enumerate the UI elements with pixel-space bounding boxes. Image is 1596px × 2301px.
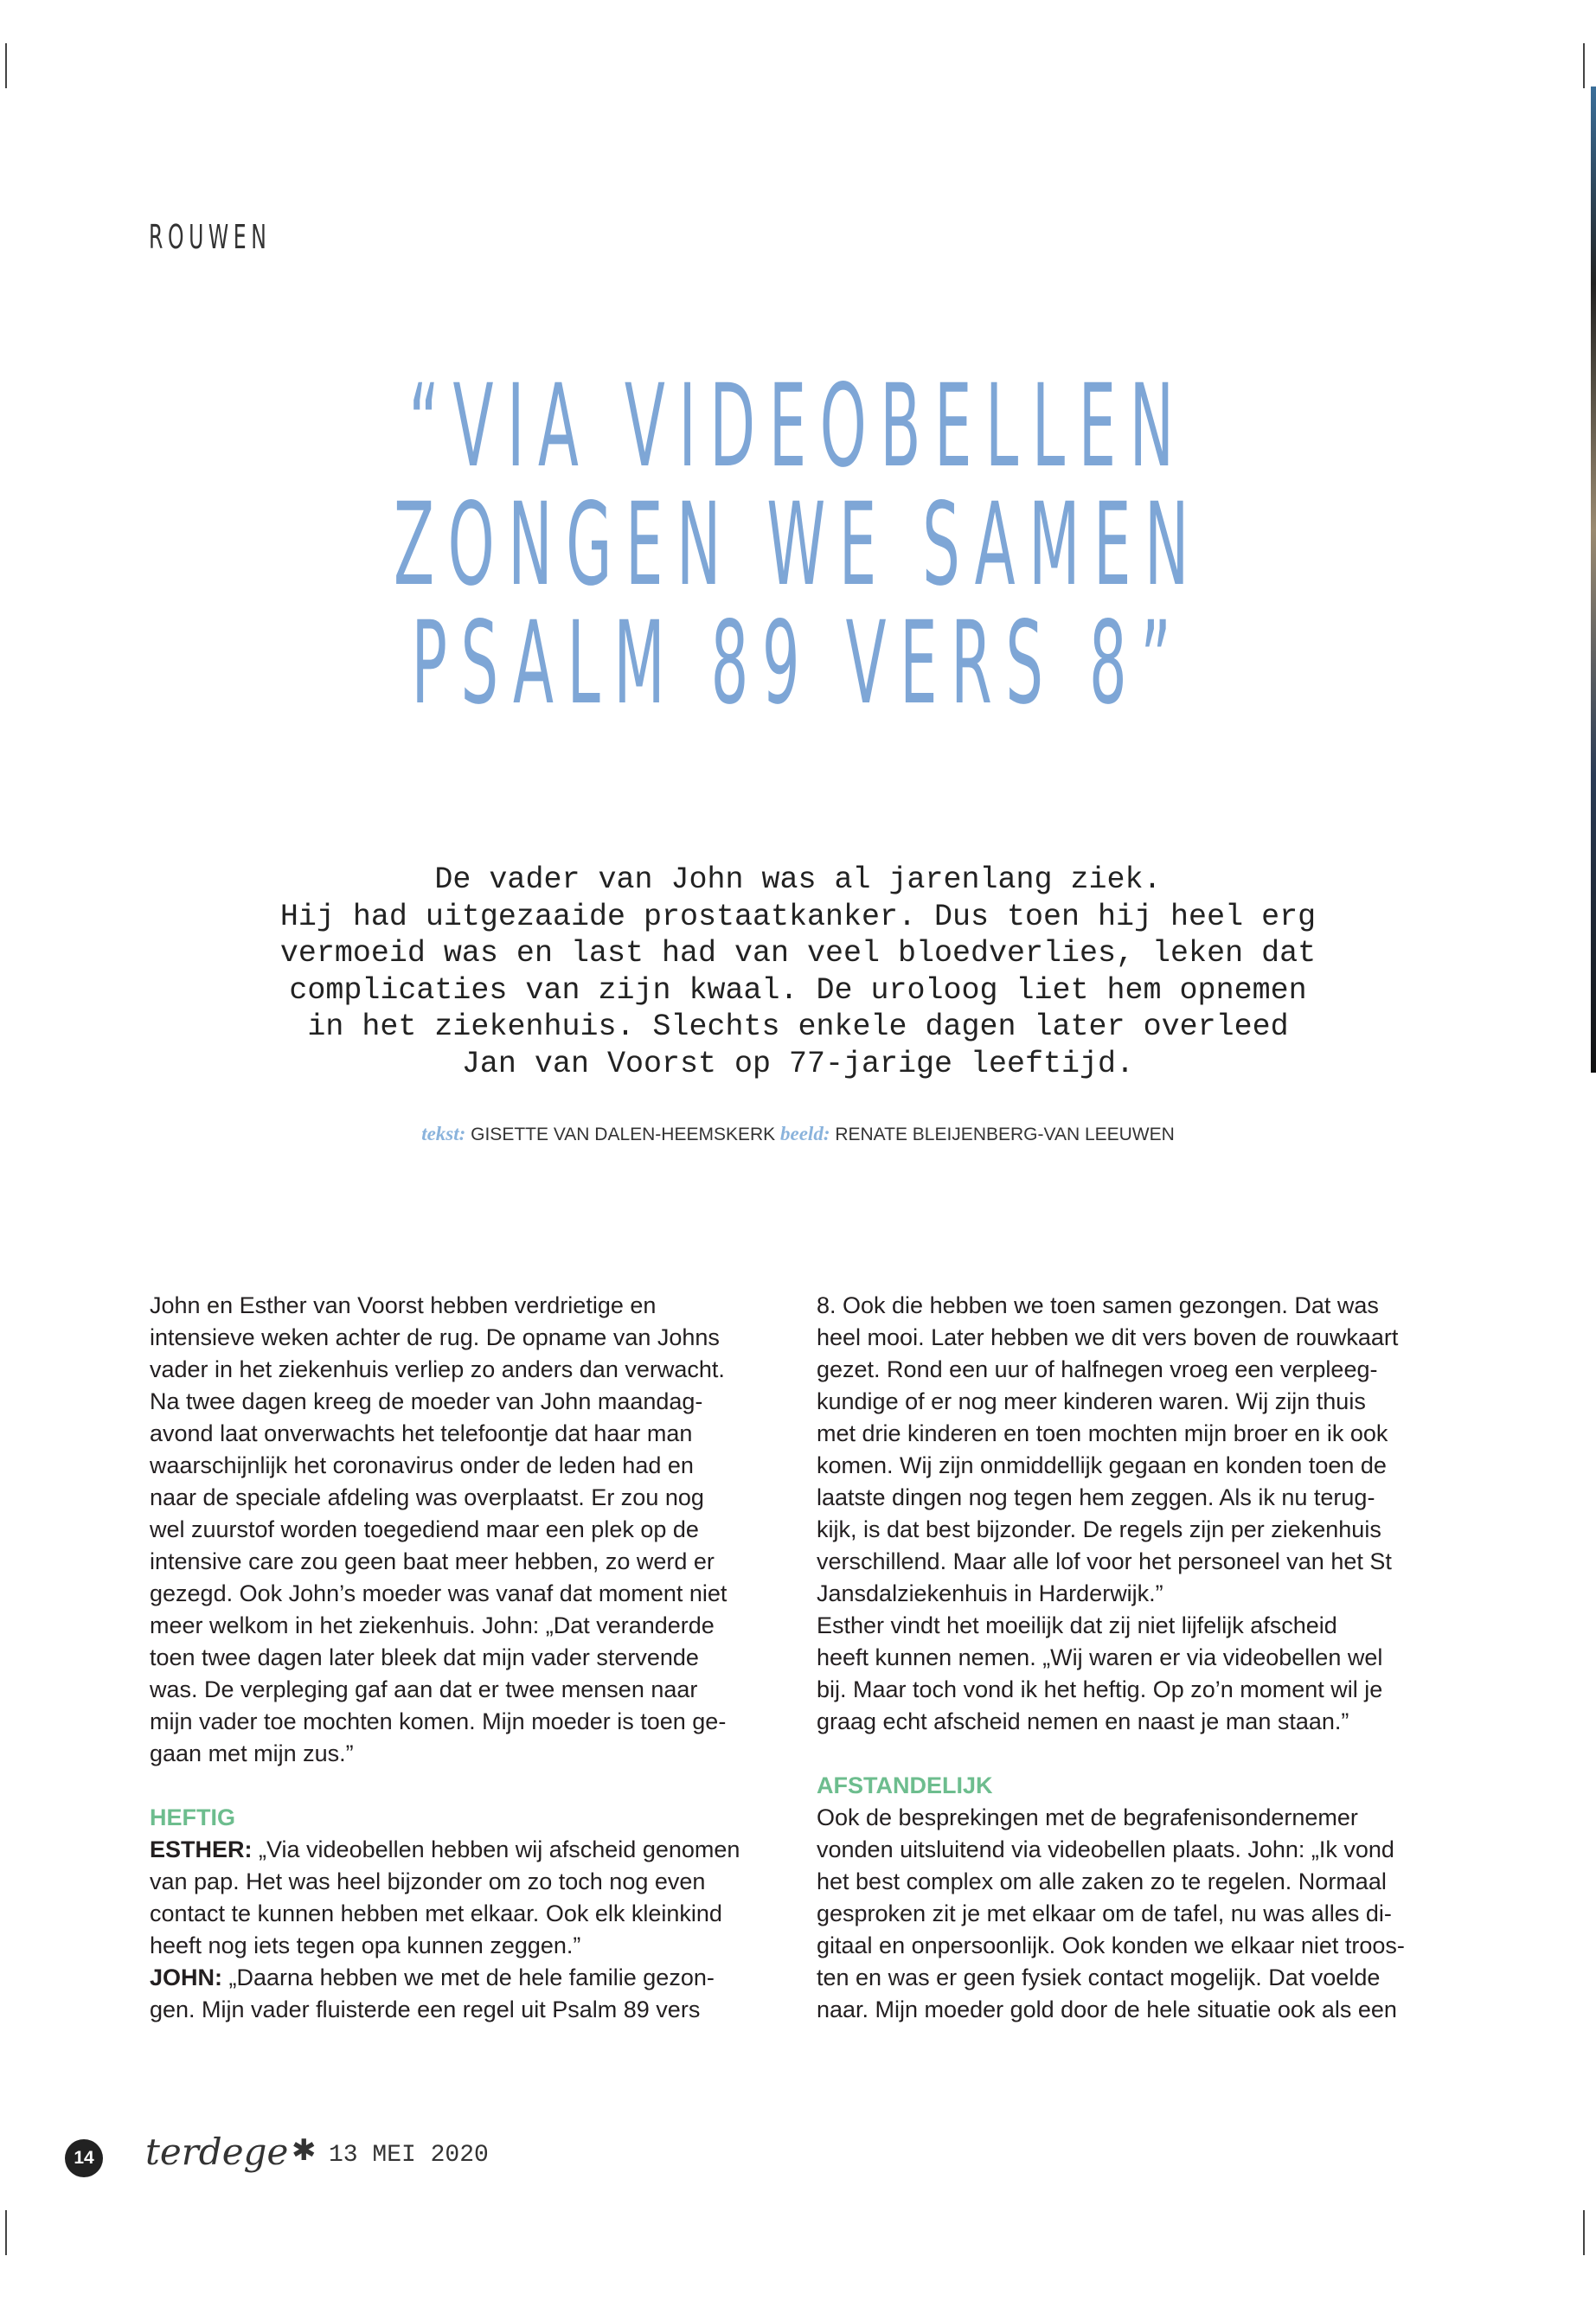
body-line: kijk, is dat best bijzonder. De regels zijn per ziekenhuis [817, 1516, 1381, 1542]
headline-line: ZONGEN WE SAMEN [394, 478, 1202, 612]
body-line: heeft nog iets tegen opa kunnen zeggen.” [150, 1932, 581, 1958]
crop-mark-top-right [1583, 43, 1585, 88]
body-line: gitaal en onpersoonlijk. Ook konden we elkaar niet troos- [817, 1932, 1405, 1958]
body-line [150, 1962, 777, 1994]
body-line: naar de speciale afdeling was overplaatst. Er zou nog [150, 1484, 704, 1510]
intro-line: in het ziekenhuis. Slechts enkele dagen later overleed [307, 1009, 1289, 1044]
body-line: graag echt afscheid nemen en naast je man staan.” [817, 1708, 1349, 1734]
body-line: van pap. Het was heel bijzonder om zo toch nog even [150, 1868, 706, 1894]
body-line: laatste dingen nog tegen hem zeggen. Als ik nu terug- [817, 1484, 1375, 1510]
body-line [150, 1834, 777, 1866]
intro-line: vermoeid was en last had van veel bloedverlies, leken dat [279, 936, 1317, 971]
intro-line: Hij had uitgezaaide prostaatkanker. Dus toen hij heel erg [279, 899, 1317, 934]
body-line: waarschijnlijk het coronavirus onder de leden had en [150, 1452, 694, 1478]
body-line: vader in het ziekenhuis verliep zo anders dan verwacht. [150, 1356, 725, 1382]
page-number-badge: 14 [65, 2139, 103, 2177]
body-column-right [817, 1290, 1444, 2026]
magazine-logo: terdege [145, 2131, 289, 2173]
credit-text-author: GISETTE VAN DALEN-HEEMSKERK [471, 1125, 776, 1144]
asterisk-icon: ✱ [292, 2134, 317, 2167]
body-line: gezegd. Ook John’s moeder was vanaf dat moment niet [150, 1580, 727, 1606]
body-line: was. De verpleging gaf aan dat er twee mensen naar [150, 1676, 698, 1702]
body-line: ten en was er geen fysiek contact mogelijk. Dat voelde [817, 1965, 1381, 1990]
body-line: Jansdalziekenhuis in Harderwijk.” [817, 1580, 1163, 1606]
speaker-quote: „Daarna hebben we met de hele familie gezon- [222, 1965, 715, 1990]
intro-line: complicaties van zijn kwaal. De uroloog liet hem opnemen [289, 972, 1307, 1008]
intro-line: De vader van John was al jarenlang ziek. [434, 862, 1162, 897]
issue-date: 13 MEI 2020 [329, 2142, 489, 2169]
credit-image-author: RENATE BLEIJENBERG-VAN LEEUWEN [835, 1125, 1175, 1144]
body-column-left [150, 1290, 777, 2026]
speaker-name: JOHN: [150, 1965, 223, 1990]
body-line: naar. Mijn moeder gold door de hele situatie ook als een [817, 1997, 1397, 2022]
body-line: 8. Ook die hebben we toen samen gezongen. Dat was [817, 1292, 1379, 1318]
intro-paragraph [208, 862, 1388, 1082]
body-line: het best complex om alle zaken zo te regelen. Normaal [817, 1868, 1387, 1894]
body-line: kundige of er nog meer kinderen waren. Wij zijn thuis [817, 1388, 1366, 1414]
body-line: Esther vindt het moeilijk dat zij niet lijfelijk afscheid [817, 1612, 1337, 1638]
section-label: ROUWEN [149, 218, 272, 256]
body-line: meer welkom in het ziekenhuis. John: „Dat veranderde [150, 1612, 715, 1638]
body-line: gaan met mijn zus.” [150, 1740, 354, 1766]
body-line: Na twee dagen kreeg de moeder van John maandag- [150, 1388, 703, 1414]
body-line: gesproken zit je met elkaar om de tafel, nu was alles di- [817, 1900, 1392, 1926]
body-line: avond laat onverwachts het telefoontje dat haar man [150, 1420, 693, 1446]
headline-line: PSALM 89 VERS 8” [411, 597, 1185, 730]
body-line: John en Esther van Voorst hebben verdrietige en [150, 1292, 657, 1318]
body-line: toen twee dagen later bleek dat mijn vader stervende [150, 1644, 699, 1670]
headline-line: “VIA VIDEOBELLEN [408, 360, 1188, 493]
body-line: met drie kinderen en toen mochten mijn broer en ik ook [817, 1420, 1388, 1446]
body-line: heel mooi. Later hebben we dit vers boven de rouwkaart [817, 1324, 1399, 1350]
crop-mark-top-left [5, 43, 7, 88]
body-line: heeft kunnen nemen. „Wij waren er via videobellen wel [817, 1644, 1383, 1670]
intro-line: Jan van Voorst op 77-jarige leeftijd. [461, 1046, 1135, 1081]
body-line: intensive care zou geen baat meer hebben, zo werd er [150, 1548, 715, 1574]
body-line: gezet. Rond een uur of halfnegen vroeg een verpleeg- [817, 1356, 1378, 1382]
body-line: gen. Mijn vader fluisterde een regel uit Psalm 89 vers [150, 1997, 701, 2022]
headline-quote [0, 360, 1596, 730]
speaker-name: ESTHER: [150, 1836, 253, 1862]
body-line: verschillend. Maar alle lof voor het personeel van het St [817, 1548, 1392, 1574]
body-line: contact te kunnen hebben met elkaar. Ook elk kleinkind [150, 1900, 722, 1926]
body-line: komen. Wij zijn onmiddellijk gegaan en konden toen de [817, 1452, 1387, 1478]
credit-image-label: beeld: [780, 1123, 830, 1144]
body-line: Ook de besprekingen met de begrafenisondernemer [817, 1804, 1358, 1830]
credit-text-label: tekst: [421, 1123, 466, 1144]
byline [0, 1123, 1596, 1145]
subheading: AFSTANDELIJK [817, 1772, 993, 1798]
speaker-quote: „Via videobellen hebben wij afscheid genomen [252, 1836, 740, 1862]
body-line: intensieve weken achter de rug. De opname van Johns [150, 1324, 720, 1350]
crop-mark-bottom-right [1583, 2210, 1585, 2255]
subheading: HEFTIG [150, 1804, 235, 1830]
body-line: bij. Maar toch vond ik het heftig. Op zo’n moment wil je [817, 1676, 1383, 1702]
body-line: wel zuurstof worden toegediend maar een plek op de [150, 1516, 699, 1542]
body-line: vonden uitsluitend via videobellen plaats. John: „Ik vond [817, 1836, 1394, 1862]
crop-mark-bottom-left [5, 2210, 7, 2255]
body-line: mijn vader toe mochten komen. Mijn moeder is toen ge- [150, 1708, 727, 1734]
